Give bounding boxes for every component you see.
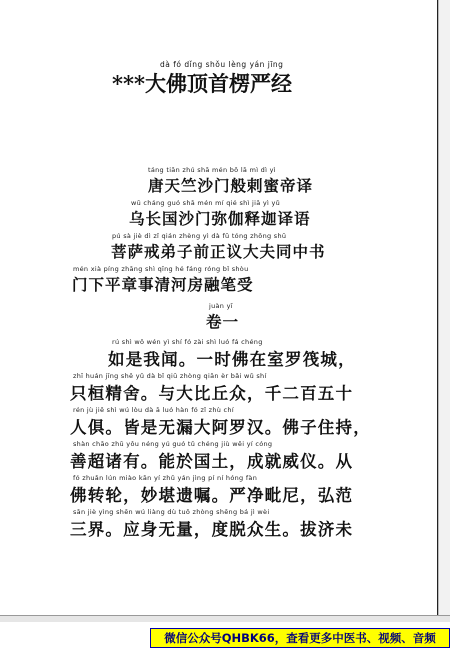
pinyin-line-1: táng tiān zhú shā mén bō lā mì dì yì [148,166,276,174]
pinyin-body-5: fó zhuǎn lún miào kān yí zhǔ yán jìng pí ní hóng fàn [73,474,258,482]
pinyin-line-4: mén xià píng zhāng shì qīng hé fáng róng bǐ shòu [73,265,249,273]
translator-line-1: 唐天竺沙门般剌蜜帝译 [148,176,314,195]
pinyin-body-3: rén jù jiē shì wú lòu dà ā luó hàn fó zǐ zhù chí [73,406,234,414]
pinyin-body-1: rú shì wǒ wén yì shí fó zài shì luó fá chéng [112,338,263,346]
body-line-1: 如是我闻。一时佛在室罗筏城， [108,350,356,369]
horizontal-scrollbar[interactable] [0,615,450,622]
pinyin-line-3: pú sà jiè dì zǐ qián zhèng yì dà fū tóng zhōng shū [112,232,287,240]
vertical-scrollbar[interactable] [438,0,450,622]
translator-line-2: 乌长国沙门弥伽释迦译语 [129,209,311,228]
body-line-3: 人俱。皆是无漏大阿罗汉。佛子住持， [70,418,371,437]
pinyin-chapter: juàn yī [209,302,233,310]
translator-line-4: 门下平章事清河房融笔受 [72,275,254,294]
body-line-5: 佛转轮，妙堪遗嘱。严净毗尼，弘范 [70,486,354,505]
pinyin-body-4: shàn chāo zhū yǒu néng yú guó tǔ chéng jiù wēi yí cóng [73,440,273,448]
promo-banner: 微信公众号QHBK66，查看更多中医书、视频、音频 [150,628,450,648]
translator-line-3: 菩萨戒弟子前正议大夫同中书 [111,242,326,261]
page-title: ***大佛顶首楞严经 [112,71,292,96]
body-line-4: 善超诸有。能於国土，成就威仪。从 [70,452,354,471]
pinyin-body-6: sān jiè yìng shēn wú liàng dù tuō zhòng shēng bá jì wèi [73,508,270,516]
body-line-6: 三界。应身无量，度脱众生。拔济未 [70,520,354,539]
pinyin-body-2: zhī huán jīng shě yǔ dà bǐ qiū zhòng qiān èr bǎi wǔ shí [73,372,267,380]
pinyin-line-2: wū cháng guó shā mén mí qié shì jiā yì yǔ [131,199,281,207]
body-line-2: 只桓精舍。与大比丘众，千二百五十 [70,384,354,403]
chapter-heading: 卷一 [206,312,240,331]
title-pinyin: dà fó dǐng shǒu lèng yán jīng [160,60,284,69]
